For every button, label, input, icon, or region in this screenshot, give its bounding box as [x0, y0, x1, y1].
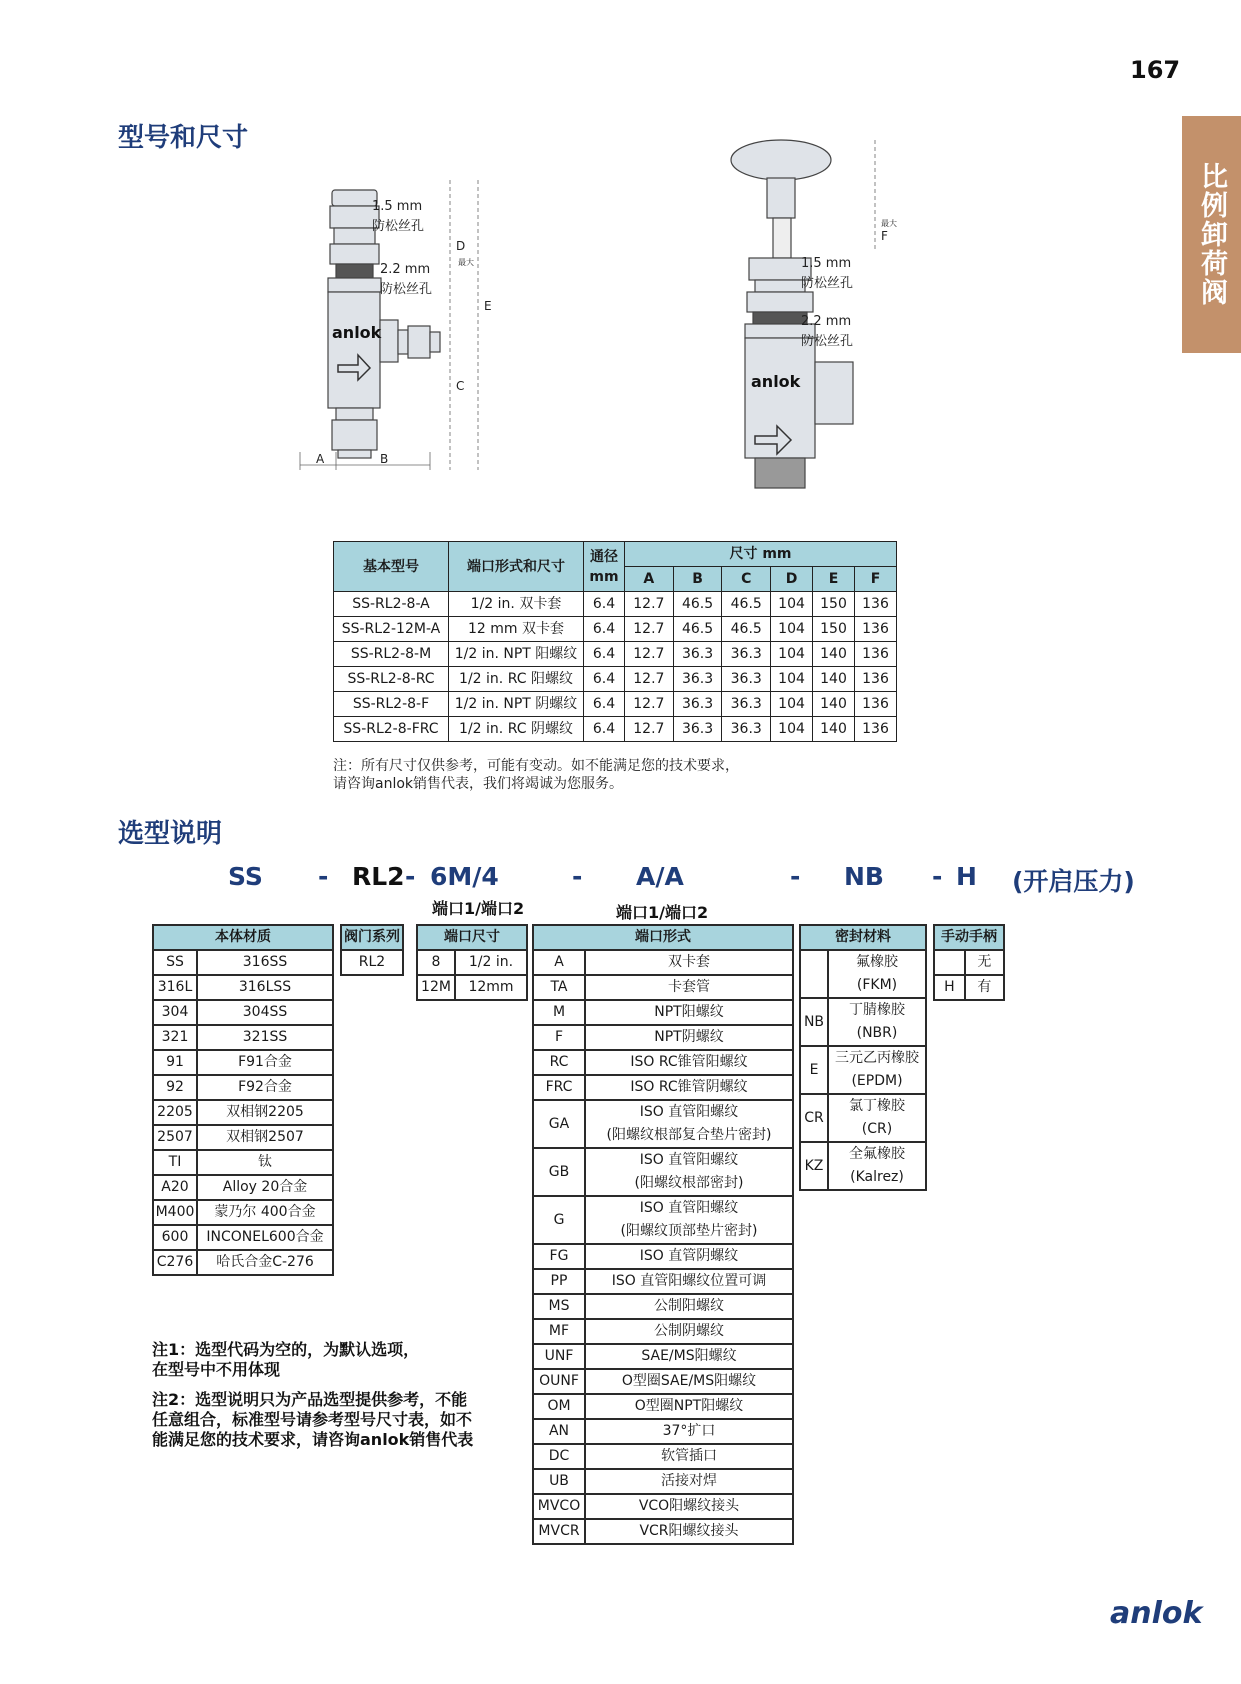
material-name: F91合金	[197, 1050, 333, 1075]
code-dash: -	[318, 862, 329, 891]
material-row	[153, 1150, 333, 1175]
table-cell: 136	[855, 692, 897, 717]
port-type-row-desc: ISO 直管阴螺纹	[585, 1244, 793, 1269]
valve-drawing-front	[300, 180, 490, 490]
port-type-row	[533, 1075, 793, 1100]
valve-drawing-side	[715, 140, 935, 490]
code-dash: -	[790, 862, 801, 891]
table-cell: 1/2 in. 双卡套	[449, 592, 584, 617]
port-type-row-code: MVCR	[533, 1519, 585, 1544]
port-type-row-desc: ISO RC锥管阳螺纹	[585, 1050, 793, 1075]
port-type-row	[533, 1025, 793, 1050]
port-size-name: 12mm	[455, 975, 527, 1000]
table-cell: 150	[813, 592, 855, 617]
handle-row	[934, 950, 1004, 975]
table-cell: 46.5	[722, 617, 771, 642]
table-cell: 6.4	[584, 592, 625, 617]
port-type-row-code: FG	[533, 1244, 585, 1269]
port-type-row	[533, 1196, 793, 1220]
port-type-row-desc: 软管插口	[585, 1444, 793, 1469]
port-size-row	[417, 950, 527, 975]
handle-row	[934, 975, 1004, 1000]
material-row	[153, 950, 333, 975]
port-type-row-desc: 活接对焊	[585, 1469, 793, 1494]
port-type-row-code: AN	[533, 1419, 585, 1444]
handle-header: 手动手柄	[934, 925, 1004, 950]
port-type-row	[533, 975, 793, 1000]
port-type-row-code: OUNF	[533, 1369, 585, 1394]
table-cell: SS-RL2-8-F	[334, 692, 449, 717]
port-type-row-desc: (阳螺纹根部复合垫片密封)	[585, 1124, 793, 1148]
thread-callout-label: 防松丝孔	[380, 282, 433, 297]
table-cell: 136	[855, 617, 897, 642]
port-type-row	[533, 1444, 793, 1469]
seal-row-code: CR	[800, 1094, 828, 1142]
port-type-row	[533, 1050, 793, 1075]
code-segment-seal: NB	[844, 862, 884, 891]
port-type-row	[533, 1000, 793, 1025]
table-cell: 140	[813, 717, 855, 742]
material-name: INCONEL600合金	[197, 1225, 333, 1250]
table-cell: 6.4	[584, 717, 625, 742]
material-row	[153, 1100, 333, 1125]
table-cell: SS-RL2-8-A	[334, 592, 449, 617]
code-segment-material: SS	[228, 862, 263, 891]
port-type-row	[533, 1469, 793, 1494]
series-header: 阀门系列	[341, 925, 403, 950]
port-type-row-code: UNF	[533, 1344, 585, 1369]
thread-callout-size: 2.2 mm	[801, 314, 852, 329]
seal-row-desc: 全氟橡胶	[828, 1142, 926, 1166]
code-pressure-label: (开启压力)	[1012, 867, 1135, 896]
code-segment-port: A/A	[636, 862, 684, 891]
seal-row-code: KZ	[800, 1142, 828, 1190]
table-cell: 12.7	[625, 617, 674, 642]
port-type-row-desc: 双卡套	[585, 950, 793, 975]
table-cell: 1/2 in. RC 阴螺纹	[449, 717, 584, 742]
seal-row	[800, 950, 926, 974]
material-name: 蒙乃尔 400合金	[197, 1200, 333, 1225]
col-header-f: F	[855, 567, 897, 592]
material-code: 600	[153, 1225, 197, 1250]
table-row	[334, 592, 897, 617]
port-type-row-desc: ISO 直管阳螺纹位置可调	[585, 1269, 793, 1294]
port-type-row-desc: ISO RC锥管阴螺纹	[585, 1075, 793, 1100]
port-type-row	[533, 1419, 793, 1444]
brand-logo: anlok	[1110, 1596, 1203, 1631]
table-cell: 1/2 in. NPT 阳螺纹	[449, 642, 584, 667]
table-cell: 6.4	[584, 617, 625, 642]
seal-row-code	[800, 950, 828, 998]
port-type-row	[533, 1494, 793, 1519]
port-type-row-code: RC	[533, 1050, 585, 1075]
table-cell: 104	[771, 617, 813, 642]
code-sub-port-type: 端口1/端口2	[616, 903, 709, 922]
seal-row-desc: (CR)	[828, 1118, 926, 1142]
port-type-row-desc: (阳螺纹顶部垫片密封)	[585, 1220, 793, 1244]
table-cell: SS-RL2-8-M	[334, 642, 449, 667]
table-cell: 12.7	[625, 667, 674, 692]
port-type-row-desc: VCO阳螺纹接头	[585, 1494, 793, 1519]
material-row	[153, 1225, 333, 1250]
dim-label-f: F	[881, 229, 888, 243]
table-cell: 140	[813, 667, 855, 692]
material-row	[153, 1025, 333, 1050]
material-row	[153, 1000, 333, 1025]
material-code: SS	[153, 950, 197, 975]
dim-label-max: 最大	[881, 219, 897, 228]
dim-label-max: 最大	[458, 258, 474, 267]
port-type-header: 端口形式	[533, 925, 793, 950]
port-type-row	[533, 950, 793, 975]
table-cell: 36.3	[673, 642, 722, 667]
port-type-row-code: PP	[533, 1269, 585, 1294]
port-type-row	[533, 1319, 793, 1344]
material-code: 2205	[153, 1100, 197, 1125]
table-cell: 150	[813, 617, 855, 642]
material-row	[153, 975, 333, 1000]
series-table	[340, 924, 404, 976]
port-type-row-code: M	[533, 1000, 585, 1025]
port-type-row-desc: SAE/MS阳螺纹	[585, 1344, 793, 1369]
port-type-row-desc: O型圈NPT阳螺纹	[585, 1394, 793, 1419]
code-segment-series: RL2	[352, 862, 405, 891]
handle-name: 有	[965, 975, 1004, 1000]
port-size-code: 12M	[417, 975, 455, 1000]
material-name: 316LSS	[197, 975, 333, 1000]
handle-code	[934, 950, 965, 975]
series-value: RL2	[341, 950, 403, 975]
table-cell: 136	[855, 642, 897, 667]
material-header: 本体材质	[153, 925, 333, 950]
table-cell: 46.5	[673, 592, 722, 617]
port-type-row-desc: 公制阴螺纹	[585, 1319, 793, 1344]
col-header-size: 尺寸 mm	[625, 542, 897, 567]
port-type-row-desc: ISO 直管阳螺纹	[585, 1148, 793, 1172]
port-type-row-code: A	[533, 950, 585, 975]
table-cell: 12.7	[625, 692, 674, 717]
seal-row-desc: (NBR)	[828, 1022, 926, 1046]
seal-row-desc: 三元乙丙橡胶	[828, 1046, 926, 1070]
port-type-row	[533, 1344, 793, 1369]
port-type-row	[533, 1369, 793, 1394]
thread-callout-label: 防松丝孔	[801, 334, 854, 349]
table-cell: SS-RL2-8-FRC	[334, 717, 449, 742]
seal-row-desc: 氟橡胶	[828, 950, 926, 974]
material-code: 304	[153, 1000, 197, 1025]
section-title-dimensions: 型号和尺寸	[118, 123, 249, 153]
port-type-row-desc: ISO 直管阳螺纹	[585, 1100, 793, 1124]
dim-label-a: A	[316, 452, 325, 466]
material-code: M400	[153, 1200, 197, 1225]
seal-row-code: E	[800, 1046, 828, 1094]
code-segment-size: 6M/4	[430, 862, 499, 891]
table-cell: 36.3	[722, 667, 771, 692]
col-header-b: B	[673, 567, 722, 592]
material-row	[153, 1125, 333, 1150]
table-row	[334, 617, 897, 642]
port-type-row-desc: 公制阳螺纹	[585, 1294, 793, 1319]
material-row	[153, 1250, 333, 1275]
code-dash: -	[572, 862, 583, 891]
table-cell: 36.3	[722, 717, 771, 742]
table-cell: SS-RL2-8-RC	[334, 667, 449, 692]
port-type-row	[533, 1519, 793, 1544]
port-type-row-desc: NPT阴螺纹	[585, 1025, 793, 1050]
material-name: 哈氏合金C-276	[197, 1250, 333, 1275]
table-row	[334, 667, 897, 692]
port-type-row	[533, 1269, 793, 1294]
port-type-row-code: MVCO	[533, 1494, 585, 1519]
material-name: 304SS	[197, 1000, 333, 1025]
handle-code: H	[934, 975, 965, 1000]
dimension-table	[333, 541, 897, 742]
material-code: 91	[153, 1050, 197, 1075]
selection-note-2: 注2：选型说明只为产品选型提供参考，不能 任意组合，标准型号请参考型号尺寸表，如不 能满足您的技术要求，请咨询anlok销售代表	[152, 1390, 474, 1449]
port-size-row	[417, 975, 527, 1000]
material-code: 316L	[153, 975, 197, 1000]
selection-note-1: 注1：选型代码为空的，为默认选项， 在型号中不用体现	[152, 1340, 420, 1379]
table-row	[334, 717, 897, 742]
thread-callout-size: 1.5 mm	[801, 256, 852, 271]
material-code: TI	[153, 1150, 197, 1175]
port-type-row-code: OM	[533, 1394, 585, 1419]
material-table	[152, 924, 334, 1276]
material-code: 2507	[153, 1125, 197, 1150]
table-cell: 136	[855, 592, 897, 617]
port-type-table	[532, 924, 794, 1545]
table-cell: SS-RL2-12M-A	[334, 617, 449, 642]
seal-row-desc: (Kalrez)	[828, 1166, 926, 1190]
dimension-note: 注：所有尺寸仅供参考，可能有变动。如不能满足您的技术要求， 请咨询anlok销售代表，我们将竭诚为您服务。	[333, 758, 739, 792]
material-row	[153, 1200, 333, 1225]
port-type-row-desc: NPT阳螺纹	[585, 1000, 793, 1025]
material-name: 钛	[197, 1150, 333, 1175]
material-name: Alloy 20合金	[197, 1175, 333, 1200]
col-header-c: C	[722, 567, 771, 592]
seal-table	[799, 924, 927, 1191]
table-cell: 1/2 in. RC 阳螺纹	[449, 667, 584, 692]
port-type-row	[533, 1100, 793, 1124]
material-row	[153, 1050, 333, 1075]
table-row	[334, 642, 897, 667]
code-segment-handle: H	[956, 862, 977, 891]
table-cell: 36.3	[673, 667, 722, 692]
port-type-row-desc: (阳螺纹根部密封)	[585, 1172, 793, 1196]
page-number: 167	[1130, 56, 1181, 84]
table-cell: 104	[771, 592, 813, 617]
dim-label-b: B	[380, 452, 389, 466]
thread-callout-label: 防松丝孔	[801, 276, 854, 291]
table-cell: 36.3	[722, 642, 771, 667]
table-cell: 46.5	[722, 592, 771, 617]
seal-row-desc: 丁腈橡胶	[828, 998, 926, 1022]
table-cell: 6.4	[584, 642, 625, 667]
port-type-row	[533, 1244, 793, 1269]
material-name: 双相钢2205	[197, 1100, 333, 1125]
port-size-code: 8	[417, 950, 455, 975]
material-code: A20	[153, 1175, 197, 1200]
code-dash: -	[405, 862, 416, 891]
chapter-side-tab: 比例卸荷阀	[1182, 116, 1241, 353]
thread-callout-label: 防松丝孔	[372, 219, 425, 234]
seal-row-desc: (FKM)	[828, 974, 926, 998]
port-type-row-desc: 卡套管	[585, 975, 793, 1000]
table-cell: 104	[771, 717, 813, 742]
handle-table	[933, 924, 1005, 1001]
material-name: 316SS	[197, 950, 333, 975]
port-type-row-code: GB	[533, 1148, 585, 1196]
valve-brand-mark: anlok	[751, 372, 801, 391]
material-name: 321SS	[197, 1025, 333, 1050]
seal-row-desc: 氯丁橡胶	[828, 1094, 926, 1118]
port-type-row	[533, 1394, 793, 1419]
table-row	[334, 692, 897, 717]
port-size-table	[416, 924, 528, 1001]
port-size-header: 端口尺寸	[417, 925, 527, 950]
table-cell: 12.7	[625, 642, 674, 667]
port-type-row-code: FRC	[533, 1075, 585, 1100]
material-row	[153, 1075, 333, 1100]
port-type-row-code: UB	[533, 1469, 585, 1494]
port-size-name: 1/2 in.	[455, 950, 527, 975]
table-cell: 46.5	[673, 617, 722, 642]
dim-label-c: C	[456, 379, 465, 393]
port-type-row-code: GA	[533, 1100, 585, 1148]
port-type-row-desc: O型圈SAE/MS阳螺纹	[585, 1369, 793, 1394]
table-cell: 36.3	[673, 717, 722, 742]
col-header-model: 基本型号	[334, 542, 449, 592]
table-cell: 36.3	[722, 692, 771, 717]
table-cell: 12 mm 双卡套	[449, 617, 584, 642]
table-cell: 104	[771, 667, 813, 692]
code-dash: -	[932, 862, 943, 891]
table-cell: 6.4	[584, 692, 625, 717]
thread-callout-size: 2.2 mm	[380, 262, 431, 277]
port-type-row-code: MF	[533, 1319, 585, 1344]
table-cell: 36.3	[673, 692, 722, 717]
col-header-e: E	[813, 567, 855, 592]
handle-name: 无	[965, 950, 1004, 975]
seal-row	[800, 1046, 926, 1070]
section-title-selection: 选型说明	[118, 819, 223, 849]
seal-row-code: NB	[800, 998, 828, 1046]
dim-label-e: E	[484, 299, 492, 313]
material-code: C276	[153, 1250, 197, 1275]
thread-callout-size: 1.5 mm	[372, 199, 423, 214]
port-type-row-code: MS	[533, 1294, 585, 1319]
port-type-row-code: TA	[533, 975, 585, 1000]
seal-header: 密封材料	[800, 925, 926, 950]
col-header-bore: 通径 mm	[584, 542, 625, 592]
valve-brand-mark: anlok	[332, 323, 382, 342]
material-code: 92	[153, 1075, 197, 1100]
material-name: 双相钢2507	[197, 1125, 333, 1150]
port-type-row-code: DC	[533, 1444, 585, 1469]
table-cell: 104	[771, 692, 813, 717]
table-cell: 136	[855, 667, 897, 692]
seal-row	[800, 998, 926, 1022]
material-code: 321	[153, 1025, 197, 1050]
port-type-row-code: F	[533, 1025, 585, 1050]
dim-label-d: D	[456, 239, 466, 253]
material-row	[153, 1175, 333, 1200]
seal-row	[800, 1142, 926, 1166]
table-cell: 140	[813, 642, 855, 667]
col-header-a: A	[625, 567, 674, 592]
table-cell: 6.4	[584, 667, 625, 692]
port-type-row	[533, 1148, 793, 1172]
seal-row	[800, 1094, 926, 1118]
code-sub-port-size: 端口1/端口2	[432, 899, 525, 918]
port-type-row-desc: ISO 直管阳螺纹	[585, 1196, 793, 1220]
table-cell: 104	[771, 642, 813, 667]
table-cell: 1/2 in. NPT 阴螺纹	[449, 692, 584, 717]
port-type-row-code: G	[533, 1196, 585, 1244]
port-type-row-desc: 37°扩口	[585, 1419, 793, 1444]
table-cell: 12.7	[625, 717, 674, 742]
material-name: F92合金	[197, 1075, 333, 1100]
seal-row-desc: (EPDM)	[828, 1070, 926, 1094]
col-header-d: D	[771, 567, 813, 592]
table-cell: 136	[855, 717, 897, 742]
table-cell: 12.7	[625, 592, 674, 617]
port-type-row-desc: VCR阳螺纹接头	[585, 1519, 793, 1544]
table-cell: 140	[813, 692, 855, 717]
port-type-row	[533, 1294, 793, 1319]
col-header-port: 端口形式和尺寸	[449, 542, 584, 592]
